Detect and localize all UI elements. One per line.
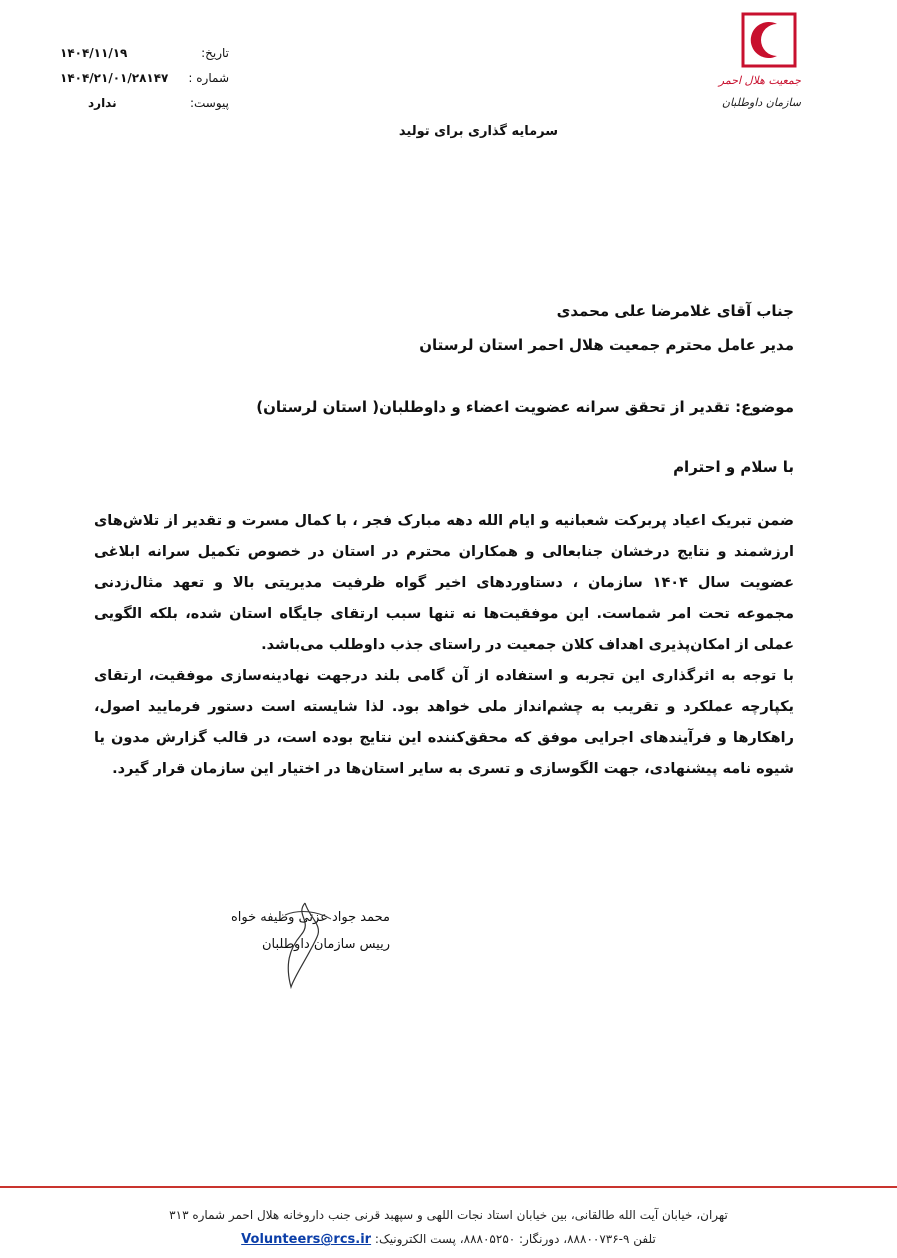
signature-scribble — [265, 895, 345, 995]
body-paragraph-2: با توجه به اثرگذاری این تجربه و استفاده از آن گامی بلند درجهت نهادینه‌سازی موفقیت، ارتقای یکپارچه عملکرد و تقریب به چشم‌انداز ملی خواهد بود. لذا شایسته است دستور فرمایید اصول، راهکارها و فرآیندهای اجرایی موفق که محقق‌کننده این نتایج بوده است، در قالب گزارش مدون یا شیوه نامه پیشنهادی، جهت الگوسازی و تسری به سایر استان‌ها در اختیار این سازمان قرار گیرد. — [94, 668, 794, 777]
logo-sub-org: سازمان داوطلبان — [721, 96, 801, 109]
signatory-name: محمد جواد عزتی وظیفه خواه — [230, 910, 390, 925]
body-paragraph-1: ضمن تبریک اعیاد پربرکت شعبانیه و ایام الله دهه مبارک فجر ، با کمال مسرت و تقدیر از تلاش‌های ارزشمند و نتایج درخشان جنابعالی و همکاران محترم در استان در خصوص تکمیل سرانه ابلاغی عضویت سال ۱۴۰۴ سازمان ، دستاوردهای اخیر گواه ظرفیت مدیریتی بالا و تعهد مثال‌زدنی مجموعه تحت امر شماست. این موفقیت‌ها نه تنها سبب ارتقای جایگاه استان شده، بلکه الگویی عملی از امکان‌پذیری اهداف کلان جمعیت در راستای جذب داوطلب می‌باشد. — [94, 513, 794, 653]
footer-contact-text: تلفن ۹-۸۸۸۰۰۷۳۶، دورنگار: ۸۸۸۰۵۲۵۰، پست الکترونیک: — [374, 1232, 656, 1246]
email-link[interactable]: Volunteers@rcs.ir — [241, 1232, 372, 1247]
logo-org-name: جمعیت هلال احمر — [718, 74, 801, 87]
red-crescent-logo — [737, 10, 801, 130]
slogan: سرمایه گذاری برای تولید — [398, 124, 559, 139]
number-value: ۱۴۰۴/۲۱/۰۱/۲۸۱۴۷ — [60, 71, 169, 85]
date-value: ۱۴۰۴/۱۱/۱۹ — [60, 46, 128, 60]
greeting: با سلام و احترام — [673, 458, 794, 476]
date-label: تاریخ: — [201, 46, 229, 60]
attachment-value: ندارد — [88, 96, 117, 110]
recipient-name: جناب آقای غلامرضا علی محمدی — [556, 302, 794, 320]
subject: موضوع: تقدیر از تحقق سرانه عضویت اعضاء و داوطلبان( استان لرستان) — [256, 398, 794, 416]
recipient-title: مدیر عامل محترم جمعیت هلال احمر استان لرستان — [419, 336, 794, 354]
number-label: شماره : — [188, 71, 229, 85]
attachment-label: پیوست: — [189, 96, 229, 110]
footer-divider — [0, 1186, 897, 1188]
footer-contact — [0, 1232, 897, 1247]
letter-body — [94, 506, 794, 785]
footer-address: تهران، خیابان آیت الله طالقانی، بین خیابان استاد نجات اللهی و سپهبد قرنی جنب داروخانه هلال احمر شماره ۳۱۳ — [169, 1208, 728, 1222]
signatory-title: رییس سازمان داوطلبان — [261, 937, 390, 952]
